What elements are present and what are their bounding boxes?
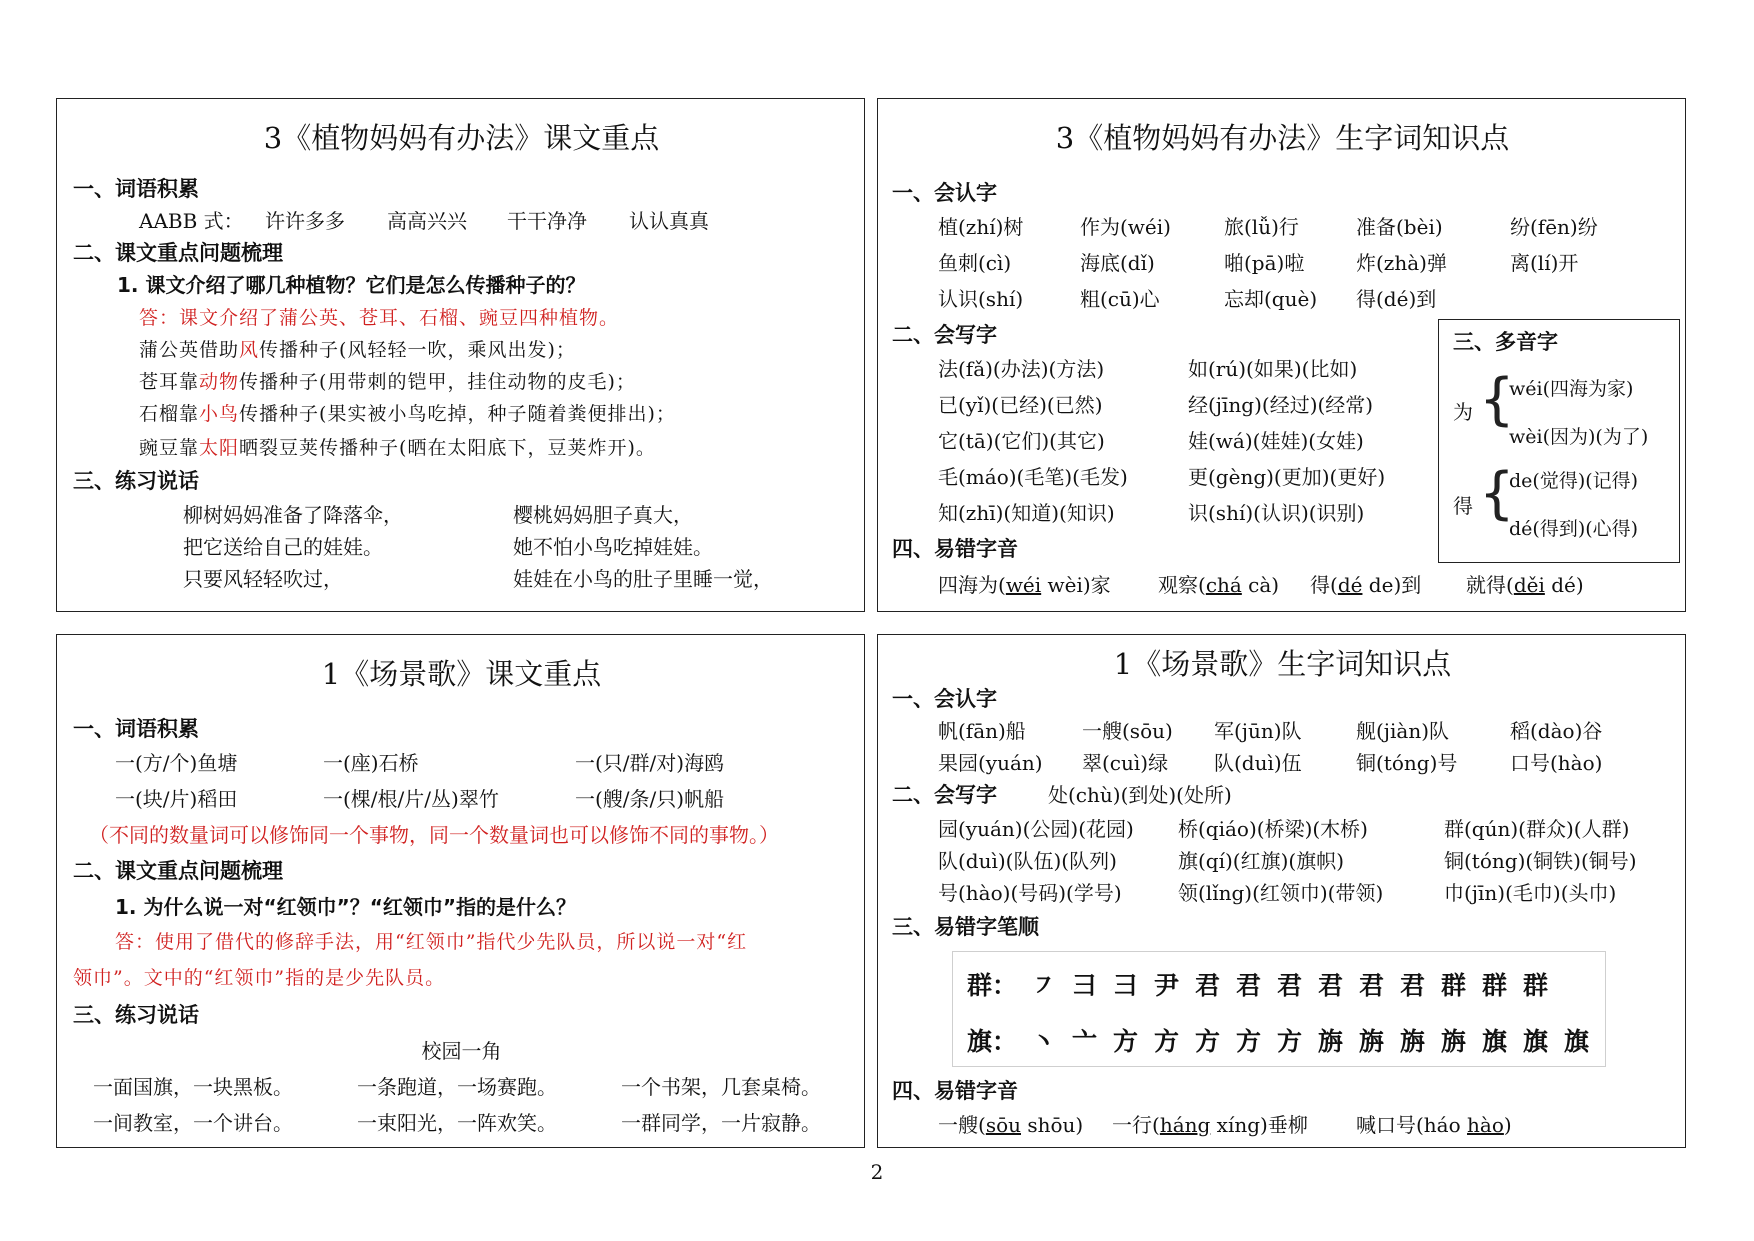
write-item: 法(fǎ)(办法)(方法) bbox=[938, 357, 1105, 381]
stroke-step: 尹 bbox=[1154, 971, 1180, 1000]
stroke-step: 方 bbox=[1113, 1027, 1139, 1056]
error-pron-item: 喊口号(háo hào) bbox=[1356, 1113, 1512, 1137]
write-item: 知(zhī)(知道)(知识) bbox=[938, 501, 1115, 525]
measure-word-item: 一(块/片)稻田 bbox=[115, 787, 238, 811]
measure-word-item: 一(座)石桥 bbox=[323, 751, 419, 775]
stroke-step: ㇇ bbox=[1031, 971, 1057, 1000]
char-item: 作为(wéi) bbox=[1080, 215, 1171, 239]
stroke-step: 方 bbox=[1236, 1027, 1262, 1056]
write-item: 巾(jīn)(毛巾)(头巾) bbox=[1444, 881, 1617, 905]
char-item: 一艘(sōu) bbox=[1082, 719, 1173, 743]
char-item: 舰(jiàn)队 bbox=[1356, 719, 1450, 743]
stroke-char-label: 群： bbox=[967, 971, 1018, 1000]
char-item: 果园(yuán) bbox=[938, 751, 1043, 775]
stroke-step: 旃 bbox=[1400, 1027, 1426, 1056]
section-heading: 二、课文重点问题梳理 bbox=[73, 859, 283, 883]
practice-line: 她不怕小鸟吃掉娃娃。 bbox=[513, 535, 713, 559]
polyphone-reading: dé(得到)(心得) bbox=[1509, 518, 1639, 540]
char-item: 鱼刺(cì) bbox=[938, 251, 1012, 275]
measure-word-item: 一(棵/根/片/丛)翠竹 bbox=[323, 787, 499, 811]
stroke-step: 方 bbox=[1154, 1027, 1180, 1056]
stroke-step: 群 bbox=[1441, 971, 1467, 1000]
char-item: 帆(fān)船 bbox=[938, 719, 1026, 743]
char-item: 军(jūn)队 bbox=[1214, 719, 1302, 743]
page-number: 2 bbox=[870, 1160, 884, 1184]
error-pron-item: 观察(chá cà) bbox=[1158, 573, 1280, 597]
write-item: 如(rú)(如果)(比如) bbox=[1188, 357, 1358, 381]
section-heading: 三、练习说话 bbox=[73, 469, 199, 493]
brace-icon: { bbox=[1479, 461, 1515, 526]
write-item: 已(yǐ)(已经)(已然) bbox=[938, 393, 1103, 417]
section-heading: 一、会认字 bbox=[892, 687, 997, 711]
char-item: 铜(tóng)号 bbox=[1356, 751, 1458, 775]
char-item: 啪(pā)啦 bbox=[1224, 251, 1305, 275]
write-item: 处(chù)(到处)(处所) bbox=[1048, 783, 1232, 807]
panel-title: 1《场景歌》课文重点 bbox=[321, 657, 602, 691]
write-item: 毛(máo)(毛笔)(毛发) bbox=[938, 465, 1128, 489]
stroke-step: 方 bbox=[1195, 1027, 1221, 1056]
write-item: 群(qún)(群众)(人群) bbox=[1444, 817, 1630, 841]
char-item: 海底(dǐ) bbox=[1080, 251, 1155, 275]
answer-line: 蒲公英借助风传播种子(风轻轻一吹，乘风出发)； bbox=[139, 339, 576, 361]
error-pron-item: 四海为(wéi wèi)家 bbox=[938, 573, 1111, 597]
section-heading: 三、易错字笔顺 bbox=[892, 915, 1039, 939]
char-item: 稻(dào)谷 bbox=[1510, 719, 1603, 743]
measure-word-item: 一(艘/条/只)帆船 bbox=[575, 787, 725, 811]
answer: 答：课文介绍了蒲公英、苍耳、石榴、豌豆四种植物。 bbox=[139, 307, 620, 329]
word-item: 干干净净 bbox=[507, 209, 587, 233]
char-item: 粗(cū)心 bbox=[1080, 287, 1160, 311]
polyphone-char: 为 bbox=[1453, 400, 1473, 424]
practice-line: 樱桃妈妈胆子真大， bbox=[513, 503, 693, 527]
word-item: 高高兴兴 bbox=[387, 209, 467, 233]
stroke-step: 丶 bbox=[1031, 1027, 1057, 1056]
answer-line: 豌豆靠太阳晒裂豆荚传播种子(晒在太阳底下，豆荚炸开)。 bbox=[139, 437, 656, 459]
panel-plant-vocabulary bbox=[877, 98, 1686, 612]
write-item: 队(duì)(队伍)(队列) bbox=[938, 849, 1117, 873]
char-item: 认识(shí) bbox=[938, 287, 1024, 311]
note: （不同的数量词可以修饰同一个事物，同一个数量词也可以修饰不同的事物。） bbox=[89, 823, 779, 847]
stroke-step: 旃 bbox=[1359, 1027, 1385, 1056]
write-item: 号(hào)(号码)(学号) bbox=[938, 881, 1122, 905]
panel-title: 1《场景歌》生字词知识点 bbox=[1113, 647, 1452, 681]
write-item: 领(lǐng)(红领巾)(带领) bbox=[1178, 881, 1384, 905]
stroke-step: 君 bbox=[1277, 971, 1303, 1000]
answer-line: 苍耳靠动物传播种子(用带刺的铠甲，挂住动物的皮毛)； bbox=[139, 371, 636, 393]
section-heading: 四、易错字音 bbox=[892, 1079, 1018, 1103]
char-item: 得(dé)到 bbox=[1356, 287, 1437, 311]
char-item: 口号(hào) bbox=[1510, 751, 1603, 775]
practice-subtitle: 校园一角 bbox=[421, 1039, 502, 1063]
stroke-char-label: 旗： bbox=[967, 1027, 1018, 1056]
char-item: 植(zhí)树 bbox=[938, 215, 1024, 239]
polyphone-reading: wèi(因为)(为了) bbox=[1509, 426, 1649, 448]
write-item: 它(tā)(它们)(其它) bbox=[938, 429, 1105, 453]
stroke-step: 旗 bbox=[1482, 1027, 1508, 1056]
char-item: 旅(lǚ)行 bbox=[1224, 215, 1299, 239]
stroke-step: 群 bbox=[1482, 971, 1508, 1000]
stroke-step: 群 bbox=[1523, 971, 1549, 1000]
error-pron-item: 就得(děi dé) bbox=[1466, 573, 1584, 597]
char-item: 翠(cuì)绿 bbox=[1082, 751, 1169, 775]
write-item: 铜(tóng)(铜铁)(铜号) bbox=[1444, 849, 1637, 873]
stroke-order-row bbox=[967, 1022, 1597, 1058]
stroke-step: 君 bbox=[1195, 971, 1221, 1000]
char-item: 忘却(què) bbox=[1224, 287, 1318, 311]
panel-scene-song-vocabulary bbox=[877, 634, 1686, 1148]
stroke-step: 方 bbox=[1277, 1027, 1303, 1056]
char-item: 纷(fēn)纷 bbox=[1510, 215, 1598, 239]
error-pron-item: 得(dé de)到 bbox=[1310, 573, 1422, 597]
char-item: 炸(zhà)弹 bbox=[1356, 251, 1447, 275]
stroke-step: 君 bbox=[1318, 971, 1344, 1000]
practice-line: 一面国旗，一块黑板。 bbox=[93, 1075, 293, 1099]
stroke-step: 亠 bbox=[1072, 1027, 1098, 1056]
practice-line: 一个书架，几套桌椅。 bbox=[621, 1075, 821, 1099]
practice-line: 一间教室，一个讲台。 bbox=[93, 1111, 293, 1135]
section-heading: 一、会认字 bbox=[892, 181, 997, 205]
practice-line: 一束阳光，一阵欢笑。 bbox=[357, 1111, 557, 1135]
stroke-step: 君 bbox=[1236, 971, 1262, 1000]
panel-title: 3《植物妈妈有办法》生字词知识点 bbox=[1055, 121, 1510, 155]
write-item: 娃(wá)(娃娃)(女娃) bbox=[1188, 429, 1364, 453]
stroke-step: ⺕ bbox=[1072, 971, 1098, 1000]
write-item: 旗(qí)(红旗)(旗帜) bbox=[1178, 849, 1345, 873]
aabb-label: AABB 式： bbox=[139, 209, 244, 233]
section-heading: 二、课文重点问题梳理 bbox=[73, 241, 283, 265]
stroke-step: 旃 bbox=[1441, 1027, 1467, 1056]
char-item: 准备(bèi) bbox=[1356, 215, 1443, 239]
write-item: 园(yuán)(公园)(花园) bbox=[938, 817, 1134, 841]
section-heading: 一、词语积累 bbox=[73, 177, 199, 201]
section-heading: 四、易错字音 bbox=[892, 537, 1018, 561]
section-heading: 二、会写字 bbox=[892, 783, 997, 807]
panel-title: 3《植物妈妈有办法》课文重点 bbox=[263, 121, 660, 155]
stroke-step: 君 bbox=[1359, 971, 1385, 1000]
panel-plant-lesson-key-points bbox=[56, 98, 865, 612]
section-heading: 三、练习说话 bbox=[73, 1003, 199, 1027]
write-item: 桥(qiáo)(桥梁)(木桥) bbox=[1178, 817, 1368, 841]
error-pron-item: 一行(háng xíng)垂柳 bbox=[1112, 1113, 1308, 1137]
panel-scene-song-key-points bbox=[56, 634, 865, 1148]
section-heading: 一、词语积累 bbox=[73, 717, 199, 741]
section-heading: 二、会写字 bbox=[892, 323, 997, 347]
stroke-step: 旗 bbox=[1564, 1027, 1590, 1056]
write-item: 识(shí)(认识)(识别) bbox=[1188, 501, 1365, 525]
stroke-step: 旗 bbox=[1523, 1027, 1549, 1056]
char-item: 离(lí)开 bbox=[1510, 251, 1579, 275]
word-item: 许许多多 bbox=[265, 209, 345, 233]
polyphone-reading: wéi(四海为家) bbox=[1509, 378, 1634, 400]
char-item: 队(duì)伍 bbox=[1214, 751, 1302, 775]
polyphone-box bbox=[1438, 319, 1680, 563]
stroke-step: ⺕ bbox=[1113, 971, 1139, 1000]
practice-line: 把它送给自己的娃娃。 bbox=[183, 535, 383, 559]
section-heading: 三、多音字 bbox=[1453, 330, 1558, 354]
question: 1. 为什么说一对“红领巾”？“红领巾”指的是什么？ bbox=[115, 895, 577, 919]
practice-line: 娃娃在小鸟的肚子里睡一觉， bbox=[513, 567, 773, 591]
practice-line: 一条跑道，一场赛跑。 bbox=[357, 1075, 557, 1099]
practice-line: 一群同学，一片寂静。 bbox=[621, 1111, 821, 1135]
polyphone-char: 得 bbox=[1453, 494, 1473, 518]
question: 1. 课文介绍了哪几种植物？它们是怎么传播种子的？ bbox=[117, 273, 586, 297]
measure-word-item: 一(只/群/对)海鸥 bbox=[575, 751, 725, 775]
answer: 答：使用了借代的修辞手法，用“红领巾”指代少先队员，所以说一对“红 bbox=[115, 931, 748, 953]
brace-icon: { bbox=[1479, 367, 1515, 432]
polyphone-reading: de(觉得)(记得) bbox=[1509, 470, 1639, 492]
write-item: 经(jīng)(经过)(经常) bbox=[1188, 393, 1374, 417]
stroke-order-row bbox=[967, 966, 1556, 1002]
answer-line: 石榴靠小鸟传播种子(果实被小鸟吃掉，种子随着粪便排出)； bbox=[139, 403, 676, 425]
stroke-order-box bbox=[952, 951, 1606, 1067]
practice-line: 只要风轻轻吹过， bbox=[183, 567, 343, 591]
write-item: 更(gèng)(更加)(更好) bbox=[1188, 465, 1386, 489]
measure-word-item: 一(方/个)鱼塘 bbox=[115, 751, 238, 775]
answer: 领巾”。文中的“红领巾”指的是少先队员。 bbox=[73, 967, 446, 989]
stroke-step: 君 bbox=[1400, 971, 1426, 1000]
practice-line: 柳树妈妈准备了降落伞， bbox=[183, 503, 403, 527]
error-pron-item: 一艘(sōu shōu) bbox=[938, 1113, 1084, 1137]
word-item: 认认真真 bbox=[629, 209, 709, 233]
stroke-step: 旃 bbox=[1318, 1027, 1344, 1056]
